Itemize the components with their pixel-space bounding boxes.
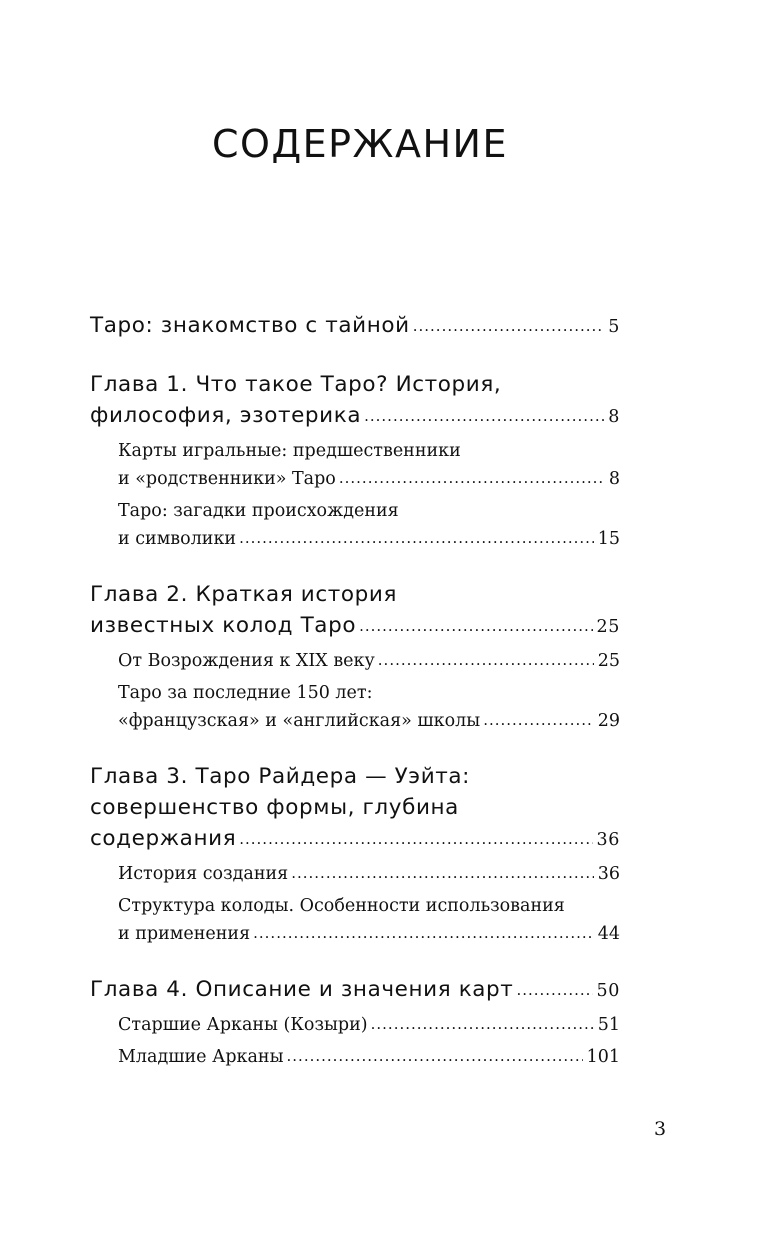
dot-leader <box>291 859 594 887</box>
toc-page-number: 50 <box>596 981 620 1001</box>
toc-entry-title: Старшие Арканы (Козыри) <box>118 1015 368 1035</box>
toc-page-number: 44 <box>597 924 620 944</box>
toc-entry-section-3-1[interactable] <box>90 860 620 888</box>
toc-entry-section-4-1[interactable] <box>90 1011 620 1039</box>
dot-leader <box>287 1042 583 1070</box>
toc-entry-title-line: Структура колоды. Особенности использования <box>118 896 565 916</box>
toc-entry-title: Таро: знакомство с тайной <box>90 313 410 338</box>
toc-entry-chapter-4[interactable] <box>90 974 620 1007</box>
toc-entry-title: Младшие Арканы <box>118 1047 284 1067</box>
toc-page-number: 25 <box>596 617 620 637</box>
toc-entry-title-line: Карты игральные: предшественники <box>118 441 461 461</box>
toc-page-number: 36 <box>596 830 620 850</box>
toc-entry-title-line: Глава 2. Краткая история <box>90 582 398 607</box>
toc-entry-title-line: Глава 1. Что такое Таро? История, <box>90 372 502 397</box>
dot-leader <box>516 975 592 1006</box>
toc-entry-intro[interactable] <box>90 310 620 343</box>
dot-leader <box>483 706 594 734</box>
toc-entry-title-line: Таро за последние 150 лет: <box>118 683 373 703</box>
toc-page-number: 36 <box>597 864 620 884</box>
toc-entry-chapter-2[interactable] <box>90 579 620 643</box>
toc-entry-title-line: философия, эзотерика <box>90 403 362 428</box>
dot-leader <box>371 1010 594 1038</box>
toc-entry-chapter-3[interactable] <box>90 761 620 856</box>
toc-entry-title-line: Таро: загадки происхождения <box>118 501 399 521</box>
toc-page-number: 29 <box>597 711 620 731</box>
dot-leader <box>359 611 592 642</box>
dot-leader <box>339 464 605 492</box>
toc-page-number: 5 <box>608 317 620 337</box>
toc-entry-section-4-2[interactable] <box>90 1043 620 1071</box>
dot-leader <box>413 311 605 342</box>
toc-entry-section-2-2[interactable] <box>90 679 620 735</box>
toc-entry-title-line: и «родственники» Таро <box>118 469 336 489</box>
toc-entry-title-line: Глава 3. Таро Райдера — Уэйта: <box>90 764 471 789</box>
table-of-contents <box>90 310 620 1071</box>
toc-entry-title: Глава 4. Описание и значения карт <box>90 977 514 1002</box>
toc-page-number: 8 <box>608 469 620 489</box>
page-number: 3 <box>654 1118 667 1140</box>
toc-entry-title-line: и символики <box>118 529 237 549</box>
dot-leader <box>239 824 592 855</box>
toc-entry-section-2-1[interactable] <box>90 647 620 675</box>
toc-entry-title-line: «французская» и «английская» школы <box>118 711 481 731</box>
dot-leader <box>253 919 594 947</box>
toc-entry-title-line: известных колод Таро <box>90 613 357 638</box>
page-title: СОДЕРЖАНИЕ <box>212 122 508 166</box>
toc-entry-title-line: и применения <box>118 924 251 944</box>
toc-entry-title: От Возрождения к XIX веку <box>118 651 375 671</box>
toc-entry-section-1-2[interactable] <box>90 497 620 553</box>
dot-leader <box>364 401 604 432</box>
toc-entry-chapter-1[interactable] <box>90 369 620 433</box>
toc-page-number: 101 <box>586 1047 620 1067</box>
toc-page-number: 25 <box>597 651 620 671</box>
dot-leader <box>378 646 594 674</box>
dot-leader <box>239 524 594 552</box>
toc-entry-section-3-2[interactable] <box>90 892 620 948</box>
toc-page-number: 51 <box>597 1015 620 1035</box>
toc-page-number: 8 <box>608 407 620 427</box>
toc-page-number: 15 <box>597 529 620 549</box>
toc-entry-title-line: совершенство формы, глубина <box>90 795 459 820</box>
toc-entry-title: История создания <box>118 864 289 884</box>
toc-entry-title-line: содержания <box>90 826 237 851</box>
toc-entry-section-1-1[interactable] <box>90 437 620 493</box>
